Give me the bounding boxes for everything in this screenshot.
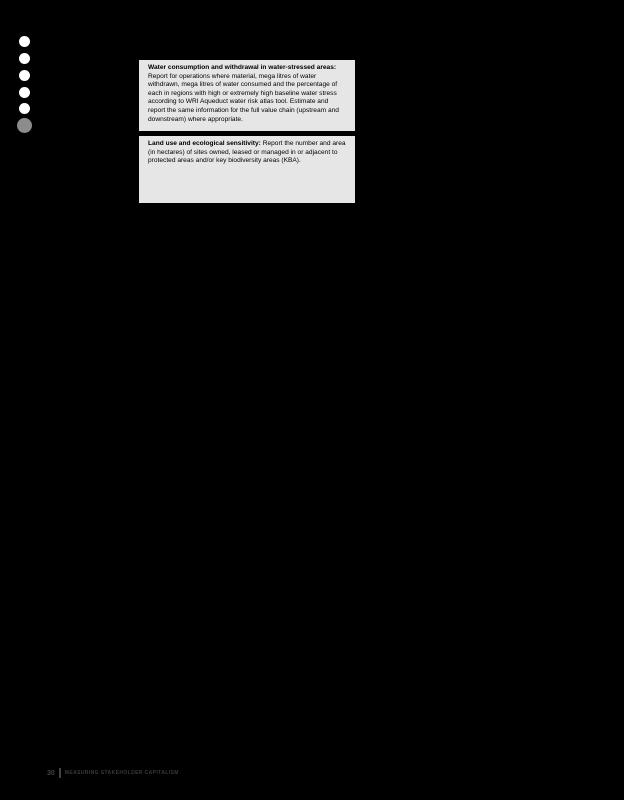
metric-card-water: [139, 60, 355, 131]
footer-title: MEASURING STAKEHOLDER CAPITALISM: [64, 770, 179, 776]
nav-dot-4[interactable]: [19, 87, 30, 98]
metric-card-land-use: [139, 136, 355, 203]
nav-dot-3[interactable]: [19, 70, 30, 81]
nav-dot-6-active[interactable]: [17, 118, 32, 133]
nav-dot-2[interactable]: [19, 53, 30, 64]
card-title: Water consumption and withdrawal in water-stressed areas:: [148, 64, 337, 71]
page-number: 30: [47, 769, 55, 777]
card-body: Report for operations where material, mega litres of water withdrawn, mega litres of water consumed and the percentage of each in regions with high or extremely high baseline water stress according to WRI Aqueduct water risk atlas tool. Estimate and report the same information for the full value chain (upstream and downstream) where appropriate.: [148, 72, 339, 123]
footer-divider: [59, 768, 61, 778]
nav-dot-5[interactable]: [19, 103, 30, 114]
card-title: Land use and ecological sensitivity:: [148, 140, 263, 147]
page-footer: [47, 768, 179, 778]
nav-dot-1[interactable]: [19, 36, 30, 47]
card-body: Report the number and area (in hectares) of sites owned, leased or managed in or adjacent to protected areas and/or key biodiversity areas (KBA).: [148, 140, 346, 165]
